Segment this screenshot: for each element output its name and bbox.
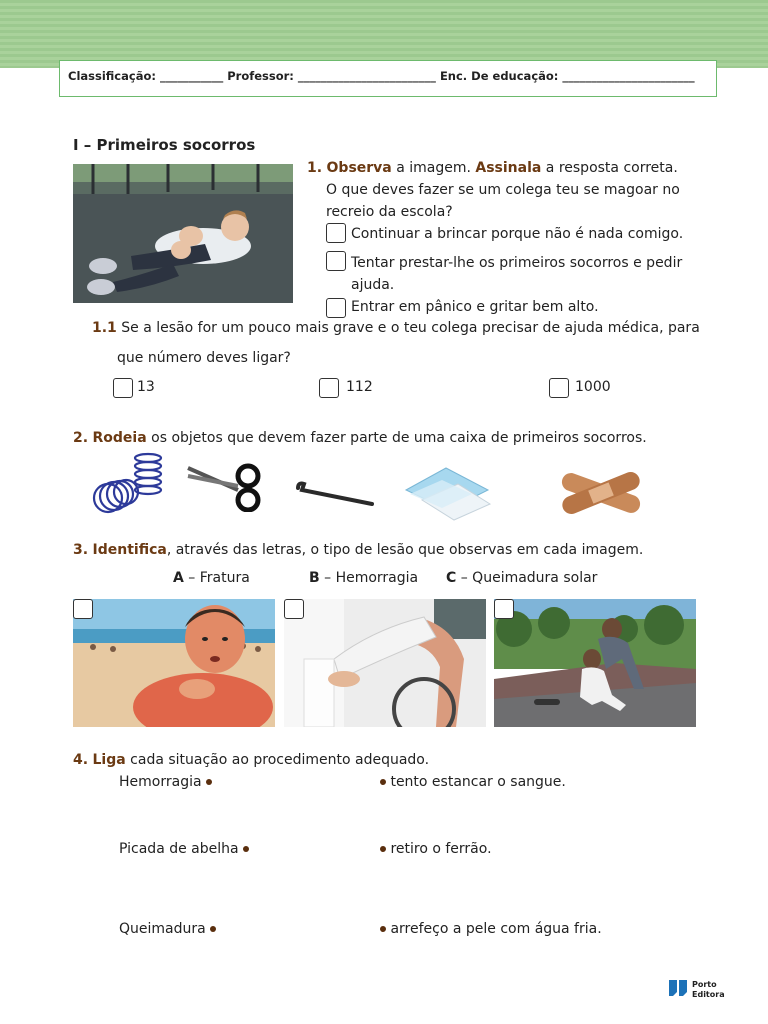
procedure-estancar — [380, 774, 566, 790]
situation-hemorragia — [119, 774, 212, 790]
procedure-arrefeco-dot[interactable] — [380, 926, 386, 932]
situation-hemorragia-label: Hemorragia — [119, 774, 202, 790]
q1-option3-text: Entrar em pânico e gritar bem alto. — [351, 299, 599, 315]
procedure-ferrao-label: retiro o ferrão. — [390, 841, 492, 857]
q1-1-option-112-checkbox[interactable] — [319, 378, 339, 398]
legend-a — [173, 570, 250, 586]
enc-field[interactable]: _______________________ — [562, 69, 695, 83]
q3-keyword: Identifica — [92, 542, 167, 558]
injured-boy-photo — [73, 164, 293, 303]
q4-instruction — [73, 752, 429, 768]
legend-a-letter: A — [173, 570, 184, 586]
situation-picada-label: Picada de abelha — [119, 841, 239, 857]
q3-instruction — [73, 542, 643, 558]
adhesive-bandages-object[interactable] — [558, 466, 644, 518]
image-a-answer-box[interactable] — [73, 599, 93, 619]
classificacao-label: Classificação: — [68, 69, 156, 83]
procedure-estancar-label: tento estancar o sangue. — [390, 774, 566, 790]
image-c-answer-box[interactable] — [494, 599, 514, 619]
situation-picada-dot[interactable] — [243, 846, 249, 852]
q1-mid: a imagem. — [391, 160, 476, 176]
procedure-ferrao-dot[interactable] — [380, 846, 386, 852]
q1-1-option-13: 13 — [137, 379, 155, 395]
classificacao-field[interactable]: ___________ — [159, 69, 224, 83]
situation-picada — [119, 841, 249, 857]
q1-1-line1 — [92, 320, 700, 336]
q3-number: 3. — [73, 542, 89, 558]
q1-1-option-1000-checkbox[interactable] — [549, 378, 569, 398]
q1-1-line2: que número deves ligar? — [117, 350, 291, 366]
student-info-box — [59, 60, 717, 97]
situation-queimadura-label: Queimadura — [119, 921, 206, 937]
q2-instruction — [73, 430, 647, 446]
fracture-cast-photo — [284, 599, 486, 727]
q2-keyword: Rodeia — [92, 430, 147, 446]
q1-1-option-112: 112 — [346, 379, 373, 395]
q1-option2-checkbox[interactable] — [326, 251, 346, 271]
legend-b-label: – Hemorragia — [319, 570, 419, 586]
situation-queimadura-dot[interactable] — [210, 926, 216, 932]
q1-option1-checkbox[interactable] — [326, 223, 346, 243]
crowbar-object[interactable] — [294, 478, 376, 508]
legend-c — [446, 570, 597, 586]
q1-1-option-13-checkbox[interactable] — [113, 378, 133, 398]
logo-line2: Editora — [692, 990, 725, 999]
header-banner — [0, 0, 768, 68]
q2-rest: os objetos que devem fazer parte de uma caixa de primeiros socorros. — [146, 430, 647, 446]
situation-hemorragia-dot[interactable] — [206, 779, 212, 785]
procedure-arrefeco — [380, 921, 602, 937]
q1-option2-text-line1: Tentar prestar-lhe os primeiros socorros e pedir — [351, 255, 683, 271]
procedure-arrefeco-label: arrefeço a pele com água fria. — [390, 921, 602, 937]
legend-b — [309, 570, 418, 586]
q1-number: 1. — [307, 160, 323, 176]
q1-1-number: 1.1 — [92, 320, 117, 336]
q4-keyword: Liga — [92, 752, 126, 768]
q4-rest: cada situação ao procedimento adequado. — [125, 752, 430, 768]
porto-editora-logo — [668, 978, 732, 1004]
porto-editora-logo-icon — [668, 978, 732, 1000]
procedure-ferrao — [380, 841, 492, 857]
q1-keyword-observa: Observa — [326, 160, 392, 176]
professor-label: Professor: — [227, 69, 294, 83]
legend-a-label: – Fratura — [183, 570, 250, 586]
legend-b-letter: B — [309, 570, 320, 586]
q1-instruction — [307, 160, 678, 176]
q1-1-text: Se a lesão for um pouco mais grave e o teu colega precisar de ajuda médica, para — [116, 320, 700, 336]
q1-option3-checkbox[interactable] — [326, 298, 346, 318]
q1-question-line1: O que deves fazer se um colega teu se magoar no — [326, 182, 680, 198]
professor-field[interactable]: ________________________ — [297, 69, 436, 83]
legend-c-letter: C — [446, 570, 457, 586]
situation-queimadura — [119, 921, 216, 937]
gauze-pads-object[interactable] — [402, 464, 492, 522]
section-title: I – Primeiros socorros — [73, 136, 256, 154]
scissors-object[interactable] — [186, 462, 264, 512]
enc-label: Enc. De educação: — [439, 69, 559, 83]
q1-keyword-assinala: Assinala — [475, 160, 542, 176]
procedure-estancar-dot[interactable] — [380, 779, 386, 785]
legend-c-label: – Queimadura solar — [456, 570, 598, 586]
q4-number: 4. — [73, 752, 89, 768]
image-b-answer-box[interactable] — [284, 599, 304, 619]
q1-option1-text: Continuar a brincar porque não é nada comigo. — [351, 226, 684, 242]
q1-rest: a resposta correta. — [541, 160, 678, 176]
q1-1-option-1000: 1000 — [575, 379, 611, 395]
logo-line1: Porto — [692, 980, 717, 989]
fallen-child-photo — [494, 599, 696, 727]
q3-rest: , através das letras, o tipo de lesão que observas em cada imagem. — [166, 542, 644, 558]
sunburn-photo — [73, 599, 275, 727]
spring-coils-object[interactable] — [90, 452, 166, 518]
q1-option2-text-line2: ajuda. — [351, 277, 395, 293]
q2-number: 2. — [73, 430, 89, 446]
q1-question-line2: recreio da escola? — [326, 204, 453, 220]
